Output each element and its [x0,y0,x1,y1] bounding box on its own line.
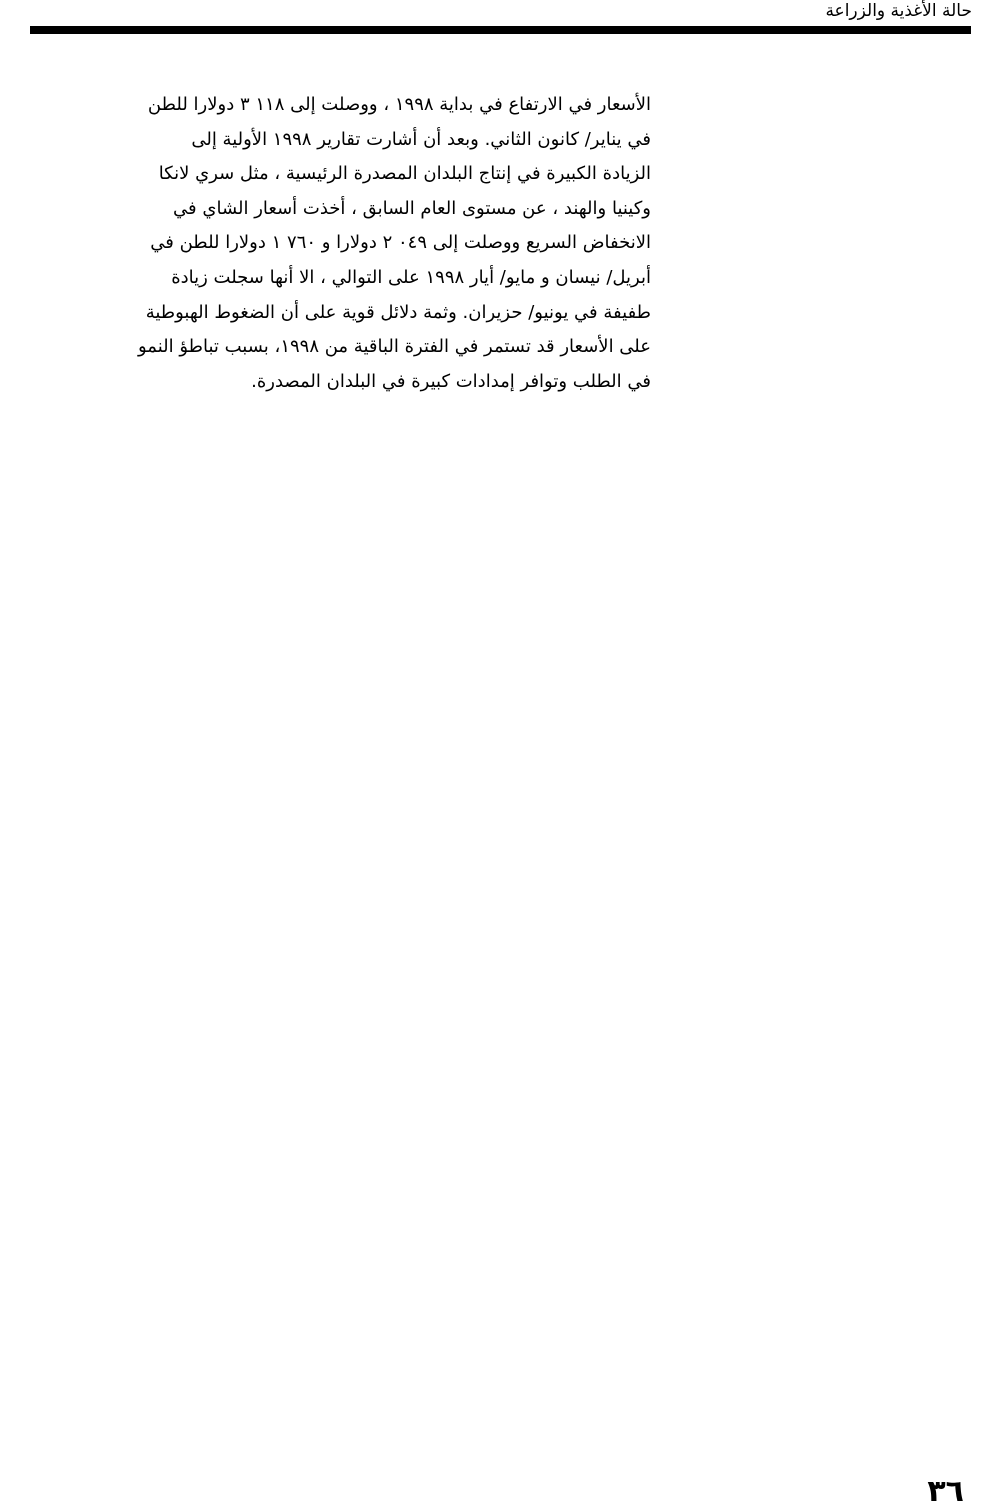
paragraph-line: في يناير/ كانون الثاني. وبعد أن أشارت تقارير ١٩٩٨ الأولية إلى [191,128,651,150]
page-number: ٣٦ [927,1474,964,1509]
paragraph-line: أبريل/ نيسان و مايو/ أيار ١٩٩٨ على التوالي ، الا أنها سجلت زيادة [171,266,651,288]
paragraph-line: على الأسعار قد تستمر في الفترة الباقية من ١٩٩٨، بسبب تباطؤ النمو [138,336,651,358]
body-paragraph [30,88,651,399]
paragraph-line: الأسعار في الارتفاع في بداية ١٩٩٨ ، ووصلت إلى ١١٨ ٣ دولارا للطن [147,94,651,115]
paragraph-line: الزيادة الكبيرة في إنتاج البلدان المصدرة الرئيسية ، مثل سري لانكا [158,163,651,185]
paragraph-line: في الطلب وتوافر إمدادات كبيرة في البلدان المصدرة. [251,370,651,392]
header-rule [30,26,971,34]
paragraph-line: وكينيا والهند ، عن مستوى العام السابق ، أخذت أسعار الشاي في [173,197,651,219]
running-header-title: حالة الأغذية والزراعة [825,1,972,21]
paragraph-line: طفيفة في يونيو/ حزيران. وثمة دلائل قوية على أن الضغوط الهبوطية [145,301,651,323]
paragraph-line: الانخفاض السريع ووصلت إلى ٠٤٩ ٢ دولارا و ٧٦٠ ١ دولارا للطن في [150,232,651,254]
